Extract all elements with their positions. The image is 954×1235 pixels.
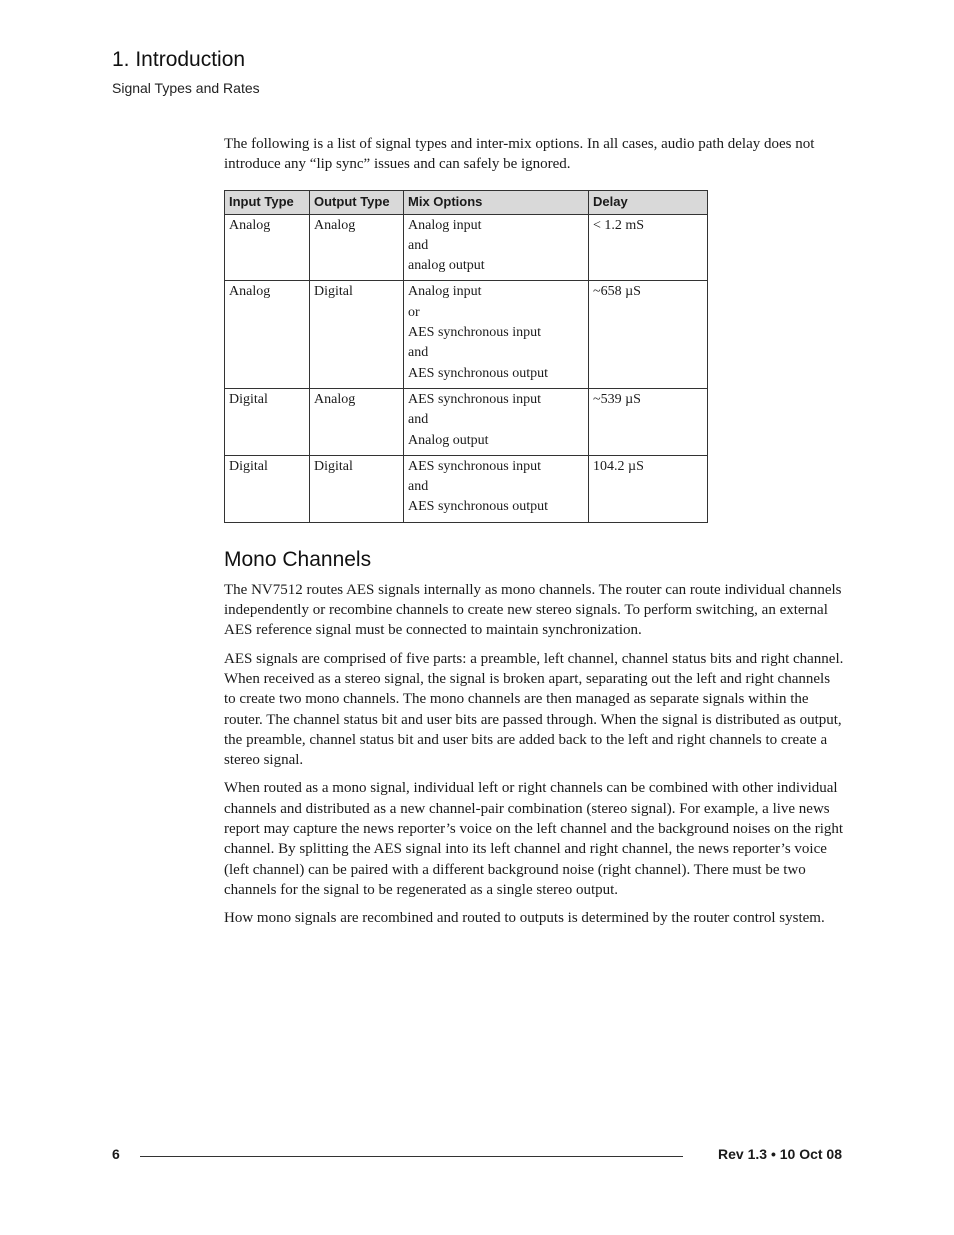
cell-delay: ~539 µS xyxy=(589,388,708,455)
mix-option-line: Analog output xyxy=(408,432,489,448)
table-row xyxy=(225,281,708,388)
cell-output-type: Analog xyxy=(310,388,404,455)
page-number: 6 xyxy=(112,1146,120,1162)
mix-option-line: AES synchronous output xyxy=(408,365,548,381)
mono-paragraph: How mono signals are recombined and routed to outputs is determined by the router control system. xyxy=(224,910,825,927)
mix-option-line: or xyxy=(408,304,420,320)
section-label: Signal Types and Rates xyxy=(112,80,260,96)
cell-delay: ~658 µS xyxy=(589,281,708,388)
cell-output-type: Digital xyxy=(310,281,404,388)
cell-mix-options xyxy=(404,281,589,388)
table-header-row xyxy=(225,190,708,214)
cell-output-type: Analog xyxy=(310,214,404,281)
column-header-delay: Delay xyxy=(589,190,708,214)
cell-output-type: Digital xyxy=(310,455,404,522)
cell-mix-options xyxy=(404,214,589,281)
mix-option-line: AES synchronous input xyxy=(408,325,541,341)
cell-input-type: Digital xyxy=(225,388,310,455)
mix-option-line: AES synchronous output xyxy=(408,499,548,515)
cell-input-type: Digital xyxy=(225,455,310,522)
mix-option-line: Analog input xyxy=(408,284,482,300)
table-row xyxy=(225,388,708,455)
intro-paragraph: The following is a list of signal types and inter-mix options. In all cases, audio path delay does not introduce any “lip sync” issues and can safely be ignored. xyxy=(224,136,815,173)
mono-channels-heading: Mono Channels xyxy=(224,547,372,571)
mix-option-line: Analog input xyxy=(408,217,482,233)
table-row xyxy=(225,214,708,281)
mix-option-line: and xyxy=(408,237,429,253)
footer-divider xyxy=(140,1156,683,1157)
revision-label: Rev 1.3 • 10 Oct 08 xyxy=(718,1146,842,1162)
page-content xyxy=(224,134,844,937)
signal-types-table xyxy=(224,190,708,523)
mono-paragraph: The NV7512 routes AES signals internally as mono channels. The router can route individual channels independently or recombine channels to create new stereo signals. To perform switching, an external AES reference signal must be connected to maintain synchronization. xyxy=(224,581,842,639)
mix-option-line: AES synchronous input xyxy=(408,458,541,474)
cell-delay: < 1.2 mS xyxy=(589,214,708,281)
mix-option-line: and xyxy=(408,412,429,428)
column-header-mix-options: Mix Options xyxy=(404,190,589,214)
column-header-input-type: Input Type xyxy=(225,190,310,214)
table-row xyxy=(225,455,708,522)
table-body xyxy=(225,214,708,522)
chapter-title: 1. Introduction xyxy=(112,48,246,71)
mono-paragraph: When routed as a mono signal, individual left or right channels can be combined with other individual channels and distributed as a new channel-pair combination (stereo signal). For example, a live news report may capture the news reporter’s voice on the left channel and the background noises on the right channel. By splitting the AES signal into its left channel and right channel, the news reporter’s voice (left channel) can be paired with a different background noise (right channel). There must be two channels for the signal to be regenerated as a single stereo output. xyxy=(224,780,844,898)
cell-mix-options xyxy=(404,455,589,522)
mono-paragraph: AES signals are comprised of five parts: a preamble, left channel, channel status bits and right channel. When received as a stereo signal, the signal is broken apart, separating out the left and right channels to create two mono channels. The mono channels are then managed as separate signals within the router. The channel status bit and user bits are passed through. When the signal is distributed as output, the preamble, channel status bit and user bits are added back to the left and right channels to create a stereo signal. xyxy=(224,650,844,769)
column-header-output-type: Output Type xyxy=(310,190,404,214)
cell-input-type: Analog xyxy=(225,281,310,388)
mix-option-line: AES synchronous input xyxy=(408,391,541,407)
mix-option-line: analog output xyxy=(408,258,485,274)
mix-option-line: and xyxy=(408,479,429,495)
mix-option-line: and xyxy=(408,345,429,361)
cell-delay: 104.2 µS xyxy=(589,455,708,522)
cell-input-type: Analog xyxy=(225,214,310,281)
cell-mix-options xyxy=(404,388,589,455)
